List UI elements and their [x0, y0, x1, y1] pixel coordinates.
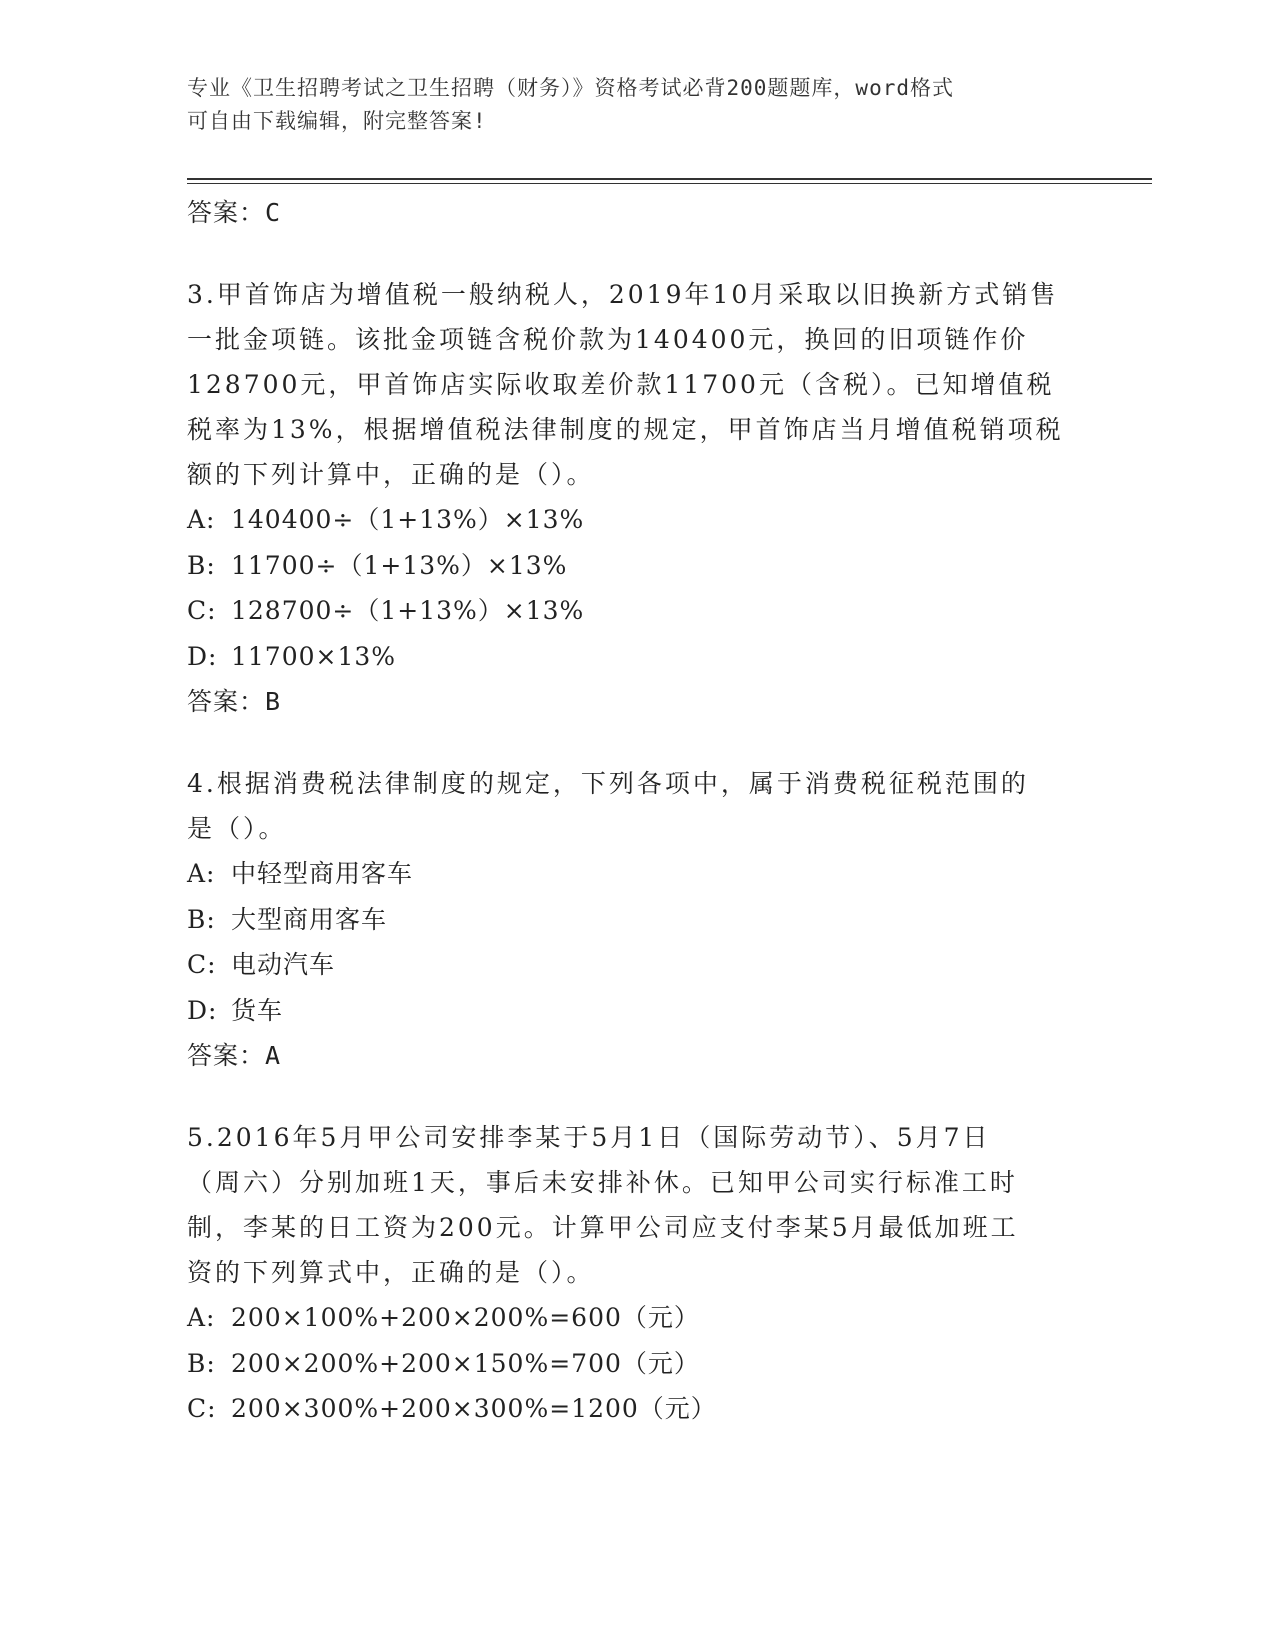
option-b — [187, 897, 1087, 943]
option-letter: A: — [187, 505, 216, 534]
option-letter: A: — [187, 1303, 216, 1332]
header-line-2: 可自由下载编辑，附完整答案! — [187, 109, 487, 133]
option-a — [187, 1295, 1087, 1341]
option-b — [187, 1341, 1087, 1387]
question-5 — [187, 1115, 1087, 1432]
stem-line: 税率为13%，根据增值税法律制度的规定，甲首饰店当月增值税销项税 — [187, 415, 1064, 444]
stem-line: （周六）分别加班1天，事后未安排补休。已知甲公司实行标准工时 — [187, 1168, 1018, 1197]
header-divider-thick — [187, 178, 1152, 180]
option-text: 11700×13% — [231, 641, 397, 671]
answer-line: 答案：A — [187, 1041, 282, 1070]
option-letter: C: — [187, 950, 217, 979]
question-3 — [187, 272, 1087, 725]
option-a — [187, 851, 1087, 897]
option-c — [187, 1386, 1087, 1432]
stem-line: 额的下列计算中，正确的是（）。 — [187, 460, 595, 489]
option-letter: B: — [187, 1348, 216, 1378]
question-4 — [187, 761, 1087, 1079]
option-text: 200×100%+200×200%=600（元） — [231, 1303, 700, 1332]
stem-line: 是（）。 — [187, 814, 287, 843]
option-d — [187, 634, 1087, 680]
option-text: 11700÷（1+13%）×13% — [231, 550, 568, 580]
header-divider-thin — [187, 183, 1152, 184]
option-text: 140400÷（1+13%）×13% — [231, 505, 585, 534]
option-text: 200×200%+200×150%=700（元） — [231, 1348, 700, 1378]
option-text: 128700÷（1+13%）×13% — [231, 596, 585, 625]
stem-line: 128700元，甲首饰店实际收取差价款11700元（含税）。已知增值税 — [187, 370, 1055, 399]
question-stem — [187, 761, 1087, 851]
option-text: 电动汽车 — [231, 950, 336, 979]
option-letter: D: — [187, 641, 218, 671]
option-text: 中轻型商用客车 — [231, 859, 414, 888]
option-letter: C: — [187, 1394, 217, 1423]
document-header — [187, 72, 1067, 138]
stem-line: 5.2016年5月甲公司安排李某于5月1日（国际劳动节）、5月7日 — [187, 1123, 991, 1152]
stem-line: 4.根据消费税法律制度的规定，下列各项中，属于消费税征税范围的 — [187, 769, 1029, 798]
option-d — [187, 988, 1087, 1034]
option-text: 大型商用客车 — [231, 904, 388, 934]
option-text: 货车 — [231, 995, 284, 1025]
option-a — [187, 497, 1087, 543]
answer-line: 答案：C — [187, 198, 282, 227]
stem-line: 一批金项链。该批金项链含税价款为140400元，换回的旧项链作价 — [187, 325, 1029, 354]
option-letter: A: — [187, 859, 216, 888]
option-text: 200×300%+200×300%=1200（元） — [231, 1394, 717, 1423]
option-letter: D: — [187, 995, 218, 1025]
question-stem — [187, 1115, 1087, 1295]
header-line-1: 专业《卫生招聘考试之卫生招聘（财务）》资格考试必背200题题库，word格式 — [187, 76, 954, 100]
stem-line: 3.甲首饰店为增值税一般纳税人，2019年10月采取以旧换新方式销售 — [187, 280, 1059, 309]
stem-line: 资的下列算式中，正确的是（）。 — [187, 1258, 595, 1287]
answer-line: 答案：B — [187, 687, 282, 716]
option-b — [187, 543, 1087, 589]
option-letter: B: — [187, 904, 216, 934]
option-letter: B: — [187, 550, 216, 580]
question-list — [187, 190, 1087, 1432]
question-stem — [187, 272, 1087, 497]
option-c — [187, 942, 1087, 988]
stem-line: 制，李某的日工资为200元。计算甲公司应支付李某5月最低加班工 — [187, 1213, 1019, 1242]
option-letter: C: — [187, 596, 217, 625]
option-c — [187, 588, 1087, 634]
